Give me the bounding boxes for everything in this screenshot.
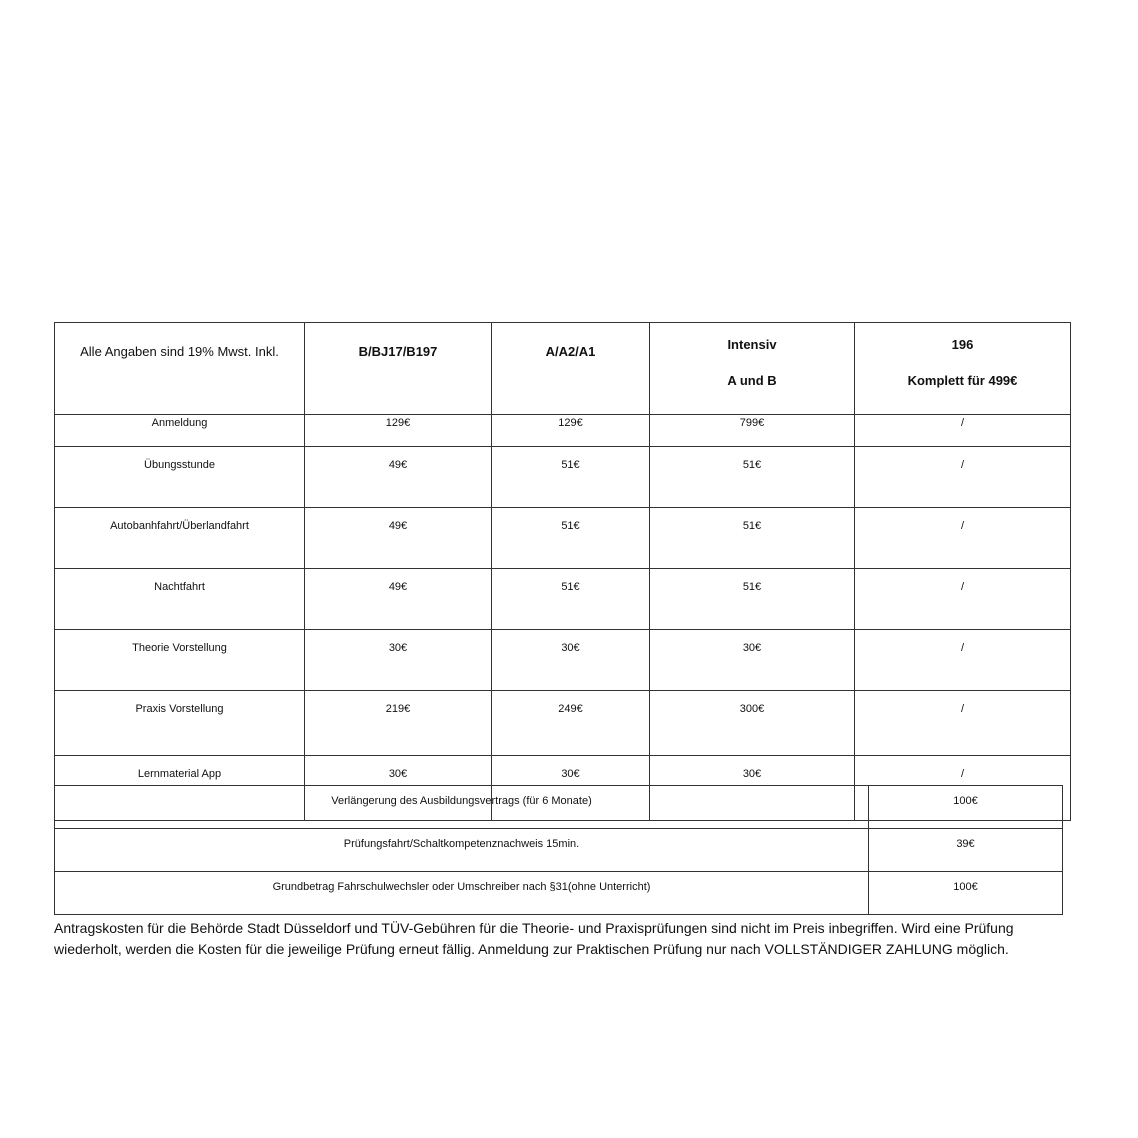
fee-label: Verlängerung des Ausbildungsvertrags (für 6 Monate) [55, 786, 869, 829]
price-cell-komplett: / [855, 508, 1071, 569]
price-cell-a: 30€ [492, 630, 650, 691]
table-row [55, 569, 1071, 630]
row-label: Anmeldung [55, 415, 305, 447]
row-label: Theorie Vorstellung [55, 630, 305, 691]
fee-price: 39€ [869, 829, 1063, 872]
price-cell-a: 129€ [492, 415, 650, 447]
header-komplett [855, 323, 1071, 415]
extra-fees-table [54, 785, 1063, 915]
table-row [55, 691, 1071, 756]
row-label: Nachtfahrt [55, 569, 305, 630]
price-table-header-row [55, 323, 1071, 415]
price-cell-intensiv: 51€ [650, 447, 855, 508]
price-cell-a: 51€ [492, 569, 650, 630]
footer-note: Antragskosten für die Behörde Stadt Düsseldorf und TÜV-Gebühren für die Theorie- und Praxisprüfungen sind nicht im Preis inbegriffen. Wird eine Prüfung wiederholt, werden die Kosten für die jeweilige Prüfung erneut fällig. Anmeldung zur Praktischen Prüfung nur nach VOLLSTÄNDIGER ZAHLUNG möglich. [54, 920, 1014, 957]
price-cell-komplett: / [855, 569, 1071, 630]
header-class-a: A/A2/A1 [492, 323, 650, 415]
price-cell-b: 129€ [305, 415, 492, 447]
price-cell-intensiv: 51€ [650, 508, 855, 569]
table-row [55, 872, 1063, 915]
price-cell-b: 30€ [305, 756, 492, 821]
header-intensiv-line2: A und B [727, 373, 777, 388]
header-class-b: B/BJ17/B197 [305, 323, 492, 415]
price-cell-komplett: / [855, 691, 1071, 756]
table-row [55, 508, 1071, 569]
price-cell-a: 30€ [492, 756, 650, 821]
row-label: Autobanhfahrt/Überlandfahrt [55, 508, 305, 569]
price-cell-b: 49€ [305, 508, 492, 569]
price-cell-b: 30€ [305, 630, 492, 691]
price-cell-intensiv: 300€ [650, 691, 855, 756]
price-cell-a: 249€ [492, 691, 650, 756]
price-cell-b: 49€ [305, 569, 492, 630]
fee-label: Grundbetrag Fahrschulwechsler oder Umschreiber nach §31(ohne Unterricht) [55, 872, 869, 915]
header-vat-note: Alle Angaben sind 19% Mwst. Inkl. [55, 323, 305, 415]
fee-price: 100€ [869, 872, 1063, 915]
price-cell-komplett: / [855, 756, 1071, 821]
row-label: Praxis Vorstellung [55, 691, 305, 756]
price-cell-intensiv: 30€ [650, 756, 855, 821]
header-komplett-line1: 196 [951, 337, 974, 352]
price-cell-intensiv: 30€ [650, 630, 855, 691]
fee-price: 100€ [869, 786, 1063, 829]
price-cell-b: 49€ [305, 447, 492, 508]
header-komplett-line2: Komplett für 499€ [907, 373, 1018, 388]
row-label: Lernmaterial App [55, 756, 305, 821]
header-intensiv-line1: Intensiv [727, 337, 777, 352]
price-table [54, 322, 1071, 821]
price-cell-komplett: / [855, 415, 1071, 447]
price-cell-b: 219€ [305, 691, 492, 756]
fee-label: Prüfungsfahrt/Schaltkompetenznachweis 15min. [55, 829, 869, 872]
table-row [55, 630, 1071, 691]
table-row [55, 786, 1063, 829]
row-label: Übungsstunde [55, 447, 305, 508]
table-row [55, 447, 1071, 508]
table-row [55, 829, 1063, 872]
header-intensiv [650, 323, 855, 415]
price-cell-komplett: / [855, 447, 1071, 508]
price-cell-intensiv: 51€ [650, 569, 855, 630]
price-cell-a: 51€ [492, 447, 650, 508]
table-row [55, 415, 1071, 447]
price-cell-intensiv: 799€ [650, 415, 855, 447]
price-cell-a: 51€ [492, 508, 650, 569]
price-cell-komplett: / [855, 630, 1071, 691]
